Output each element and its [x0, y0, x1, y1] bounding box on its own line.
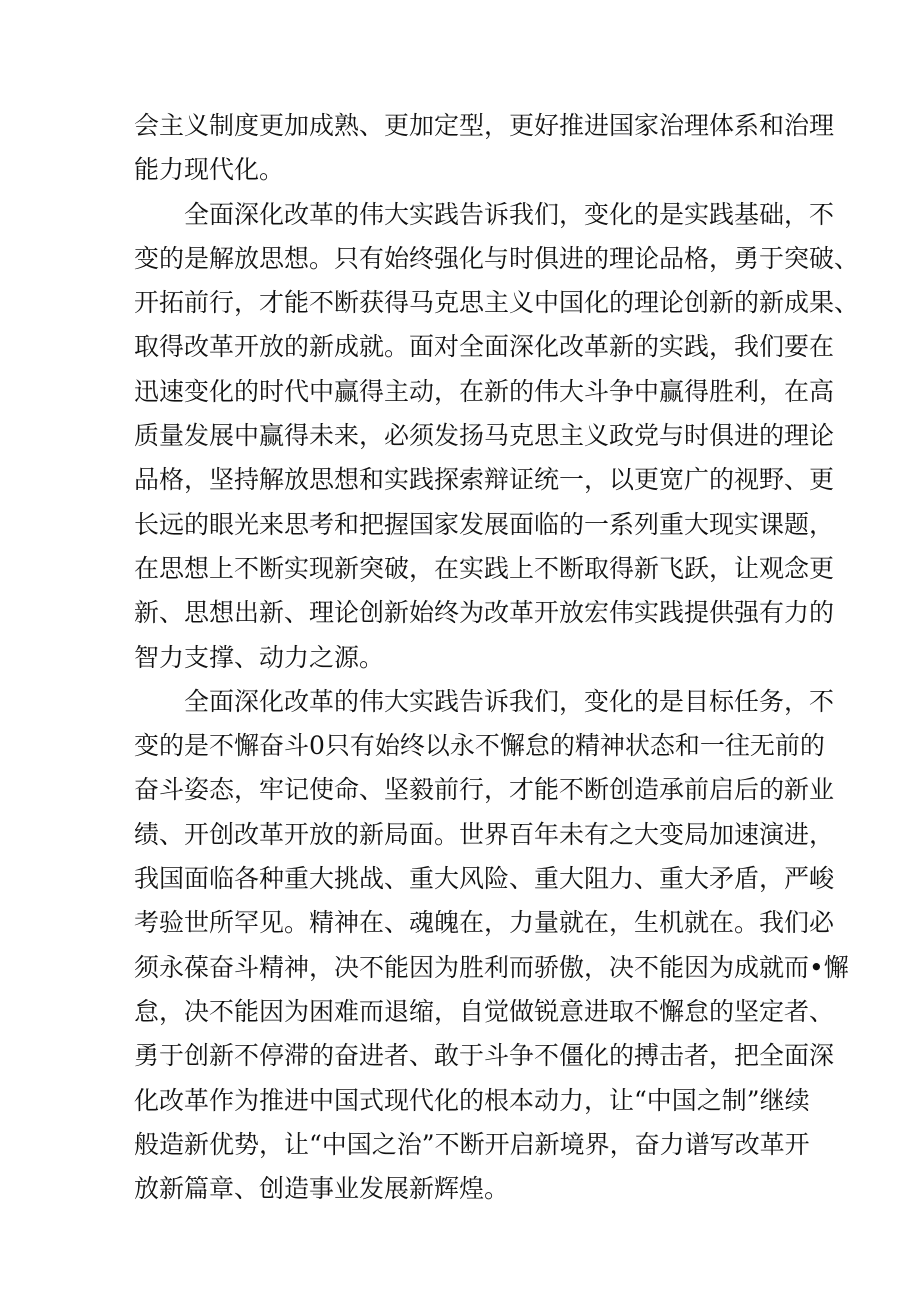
text-line: 化改革作为推进中国式现代化的根本动力，让“中国之制”继续: [134, 1085, 810, 1115]
text-line: 取得改革开放的新成就。面对全面深化改革新的实践，我们要在: [134, 332, 835, 362]
text-line: 绩、开创改革开放的新局面。世界百年未有之大变局加速演进，: [134, 819, 835, 849]
text-line: 开拓前行，才能不断获得马克思主义中国化的理论创新的新成果、: [134, 288, 860, 318]
text-line: 怠，决不能因为困难而退缩，自觉做锐意进取不懈怠的坚定者、: [134, 996, 835, 1026]
text-line: 变的是解放思想。只有始终强化与时俱进的理论品格，勇于突破、: [134, 243, 860, 273]
text-line: 长远的眼光来思考和把握国家发展面临的一系列重大现实课题，: [134, 509, 835, 539]
text-line: 能力现代化。: [134, 155, 285, 185]
text-line: 须永葆奋斗精神，决不能因为胜利而骄傲，决不能因为成就而•懈: [134, 952, 849, 982]
paragraph-2: [134, 193, 860, 680]
text-line: 新、思想出新、理论创新始终为改革开放宏伟实践提供强有力的: [134, 598, 835, 628]
text-line: 考验世所罕见。精神在、魂魄在，力量就在，生机就在。我们必: [134, 908, 835, 938]
text-line: 会主义制度更加成熟、更加定型，更好推进国家治理体系和治理: [134, 111, 835, 140]
text-line: 勇于创新不停滞的奋进者、敢于斗争不僵化的搏击者，把全面深: [134, 1041, 835, 1071]
text-line: 变的是不懈奋斗0只有始终以永不懈怠的精神状态和一往无前的: [134, 731, 825, 761]
text-line: 全面深化改革的伟大实践告诉我们，变化的是实践基础，不: [134, 199, 835, 229]
text-line: 质量发展中赢得未来，必须发扬马克思主义政党与时俱进的理论: [134, 421, 835, 451]
text-line: 奋斗姿态，牢记使命、坚毅前行，才能不断创造承前启后的新业: [134, 775, 835, 805]
text-line: 在思想上不断实现新突破，在实践上不断取得新飞跃，让观念更: [134, 553, 835, 583]
paragraph-1: [134, 104, 835, 193]
document-body: [134, 104, 860, 1211]
paragraph-3: [134, 680, 849, 1212]
text-line: 放新篇章、创造事业发展新辉煌。: [134, 1174, 510, 1204]
text-line: 般造新优势，让“中国之治”不断开启新境界，奋力谱写改革开: [134, 1129, 810, 1159]
text-line: 品格，坚持解放思想和实践探索辩证统一，以更宽广的视野、更: [134, 465, 835, 495]
text-line: 迅速变化的时代中赢得主动，在新的伟大斗争中赢得胜利，在高: [134, 376, 835, 406]
text-line: 智力支撑、动力之源。: [134, 642, 385, 672]
text-line: 我国面临各种重大挑战、重大风险、重大阻力、重大矛盾，严峻: [134, 864, 835, 894]
text-line: 全面深化改革的伟大实践告诉我们，变化的是目标任务，不: [134, 686, 835, 716]
